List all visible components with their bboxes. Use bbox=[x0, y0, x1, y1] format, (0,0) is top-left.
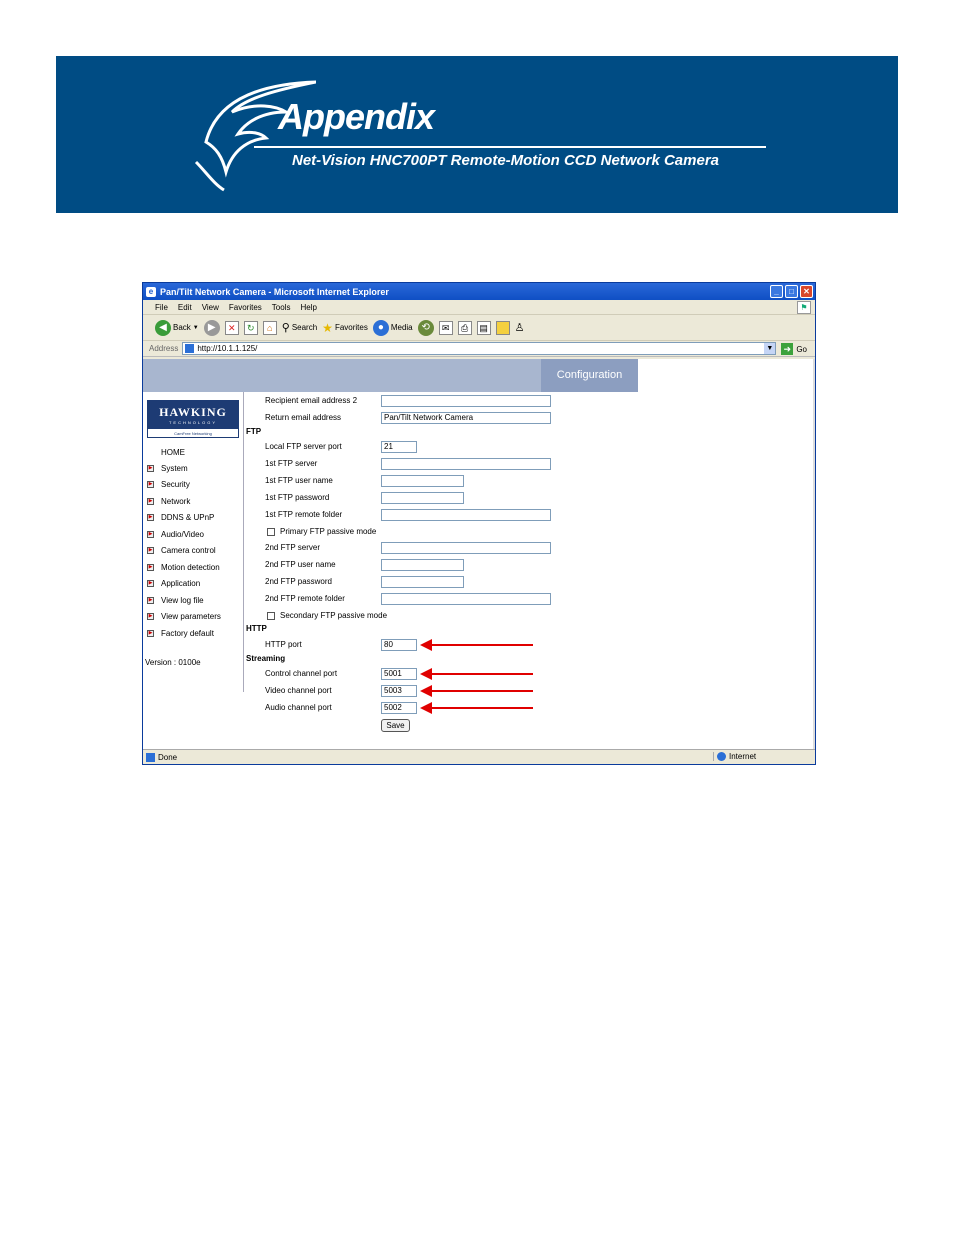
arrow-icon: ▶ bbox=[148, 531, 153, 537]
nav-item-ddns-upnp[interactable] bbox=[147, 513, 214, 522]
menu-bar bbox=[143, 300, 815, 315]
ftp2-pass-input[interactable] bbox=[381, 576, 464, 588]
home-icon[interactable]: ⌂ bbox=[263, 321, 277, 335]
search-button[interactable] bbox=[282, 321, 317, 334]
print-icon[interactable]: ⎙ bbox=[458, 321, 472, 335]
http-port-input[interactable]: 80 bbox=[381, 639, 417, 651]
arrow-icon: ▶ bbox=[148, 514, 153, 520]
ftp2-server-input[interactable] bbox=[381, 542, 551, 554]
control-port-arrow-icon bbox=[420, 668, 535, 680]
ftp1-user-input[interactable] bbox=[381, 475, 464, 487]
arrow-icon: ▶ bbox=[148, 465, 153, 471]
back-label: Back bbox=[173, 323, 191, 332]
ie-icon: e bbox=[146, 287, 156, 297]
address-dropdown-icon[interactable]: ▼ bbox=[764, 343, 775, 354]
ftp1-user-label: 1st FTP user name bbox=[265, 476, 333, 485]
return-email-label: Return email address bbox=[265, 413, 342, 422]
nav-label: Security bbox=[161, 480, 190, 489]
streaming-section-title: Streaming bbox=[246, 654, 286, 663]
address-bar bbox=[143, 341, 815, 357]
audio-port-label: Audio channel port bbox=[265, 703, 332, 712]
checkbox-box[interactable] bbox=[267, 528, 275, 536]
nav-item-application[interactable] bbox=[147, 579, 200, 588]
address-label: Address bbox=[149, 344, 179, 353]
search-icon: ⚲ bbox=[281, 322, 290, 334]
toolbar bbox=[143, 315, 815, 341]
menu-tools[interactable]: Tools bbox=[271, 302, 291, 312]
appendix-banner bbox=[56, 56, 898, 213]
ftp1-server-label: 1st FTP server bbox=[265, 459, 318, 468]
menu-edit[interactable]: Edit bbox=[177, 302, 192, 312]
menu-help[interactable]: Help bbox=[300, 302, 317, 312]
ftp2-folder-input[interactable] bbox=[381, 593, 551, 605]
banner-subtitle: Net-Vision HNC700PT Remote-Motion CCD Network Camera bbox=[292, 152, 720, 169]
arrow-icon: ▶ bbox=[148, 630, 153, 636]
messenger-icon[interactable]: ♙ bbox=[514, 322, 525, 334]
arrow-icon: ▶ bbox=[148, 597, 153, 603]
nav-label: Application bbox=[161, 579, 201, 588]
recipient2-label: Recipient email address 2 bbox=[265, 396, 358, 405]
nav-label: Camera control bbox=[161, 546, 216, 555]
address-field[interactable] bbox=[182, 342, 776, 355]
hawking-logo-sub: TECHNOLOGY bbox=[168, 420, 217, 425]
nav-item-audio-video[interactable] bbox=[147, 530, 204, 539]
ftp2-server-label: 2nd FTP server bbox=[265, 543, 320, 552]
arrow-icon: ▶ bbox=[148, 613, 153, 619]
back-button[interactable] bbox=[155, 320, 199, 336]
menu-file[interactable]: File bbox=[155, 302, 168, 312]
video-port-arrow-icon bbox=[420, 685, 535, 697]
ftp1-folder-label: 1st FTP remote folder bbox=[265, 510, 343, 519]
nav-label: View parameters bbox=[161, 612, 221, 621]
page-icon bbox=[185, 344, 194, 353]
audio-port-arrow-icon bbox=[420, 702, 535, 714]
content-scroll-edge bbox=[813, 359, 815, 749]
hawking-logo-text: HAWKING bbox=[148, 401, 238, 429]
control-port-label: Control channel port bbox=[265, 669, 338, 678]
version-text: Version : 0100e bbox=[145, 658, 201, 667]
media-label: Media bbox=[390, 323, 413, 332]
sidebar bbox=[143, 392, 243, 692]
http-section-title: HTTP bbox=[246, 624, 267, 633]
refresh-icon[interactable]: ↻ bbox=[244, 321, 258, 335]
ftp1-server-input[interactable] bbox=[381, 458, 551, 470]
edit-icon[interactable]: ▤ bbox=[477, 321, 491, 335]
history-icon[interactable]: ⟲ bbox=[418, 320, 434, 336]
favorites-button[interactable] bbox=[322, 321, 368, 335]
ftp2-passive-checkbox[interactable] bbox=[267, 611, 387, 620]
notes-icon[interactable] bbox=[496, 321, 510, 335]
ftp2-pass-label: 2nd FTP password bbox=[265, 577, 332, 586]
ftp1-pass-input[interactable] bbox=[381, 492, 464, 504]
stop-icon[interactable]: ✕ bbox=[225, 321, 239, 335]
nav-item-factory-default[interactable] bbox=[147, 629, 214, 638]
ftp1-passive-checkbox[interactable] bbox=[267, 527, 376, 536]
status-text: Done bbox=[158, 752, 178, 762]
configuration-tab: Configuration bbox=[541, 359, 638, 392]
banner-title: Appendix bbox=[278, 96, 435, 137]
status-bar bbox=[143, 749, 815, 764]
ftp2-folder-label: 2nd FTP remote folder bbox=[265, 594, 345, 603]
hawking-logo[interactable] bbox=[147, 400, 239, 438]
video-port-label: Video channel port bbox=[265, 686, 332, 695]
nav-item-security[interactable] bbox=[147, 480, 190, 489]
http-port-label: HTTP port bbox=[265, 640, 302, 649]
nav-item-network[interactable] bbox=[147, 497, 190, 506]
forward-arrow-icon[interactable]: ▶ bbox=[204, 320, 220, 336]
arrow-icon: ▶ bbox=[148, 564, 153, 570]
arrow-icon: ▶ bbox=[148, 481, 153, 487]
menu-favorites[interactable]: Favorites bbox=[228, 302, 262, 312]
nav-home[interactable]: HOME bbox=[161, 448, 185, 457]
nav-label: DDNS & UPnP bbox=[161, 513, 215, 522]
checkbox-box[interactable] bbox=[267, 612, 275, 620]
ftp1-passive-label: Primary FTP passive mode bbox=[280, 527, 377, 536]
zone-label: Internet bbox=[729, 752, 757, 761]
close-button[interactable]: ✕ bbox=[800, 285, 813, 298]
go-arrow-icon: ➜ bbox=[781, 343, 793, 355]
windows-logo-icon: ⚑ bbox=[797, 301, 811, 314]
go-label: Go bbox=[796, 344, 807, 354]
nav-item-view-parameters[interactable] bbox=[147, 612, 221, 621]
arrow-icon: ▶ bbox=[148, 580, 153, 586]
control-port-input[interactable]: 5001 bbox=[381, 668, 417, 680]
nav-label: Factory default bbox=[161, 629, 214, 638]
nav-label: Network bbox=[161, 497, 191, 506]
menu-view[interactable]: View bbox=[201, 302, 219, 312]
arrow-icon: ▶ bbox=[148, 498, 153, 504]
maximize-button[interactable]: □ bbox=[785, 285, 798, 298]
go-button[interactable] bbox=[781, 343, 807, 355]
nav-label: Motion detection bbox=[161, 563, 220, 572]
page-icon bbox=[146, 753, 155, 762]
minimize-button[interactable]: _ bbox=[770, 285, 783, 298]
sidebar-divider bbox=[243, 392, 244, 692]
ftp1-pass-label: 1st FTP password bbox=[265, 493, 330, 502]
ftp1-folder-input[interactable] bbox=[381, 509, 551, 521]
local-ftp-port-label: Local FTP server port bbox=[265, 442, 342, 451]
nav-label: System bbox=[161, 464, 188, 473]
audio-port-input[interactable]: 5002 bbox=[381, 702, 417, 714]
nav-label: Audio/Video bbox=[161, 530, 204, 539]
http-port-arrow-icon bbox=[420, 639, 535, 651]
back-arrow-icon: ◀ bbox=[155, 320, 171, 336]
window-titlebar[interactable] bbox=[143, 283, 815, 300]
favorites-label: Favorites bbox=[334, 323, 368, 332]
nav-item-system[interactable] bbox=[147, 464, 188, 473]
nav-label: View log file bbox=[161, 596, 204, 605]
search-label: Search bbox=[291, 323, 318, 332]
video-port-input[interactable]: 5003 bbox=[381, 685, 417, 697]
ftp2-passive-label: Secondary FTP passive mode bbox=[280, 611, 388, 620]
address-value: http://10.1.1.125/ bbox=[197, 344, 258, 353]
mail-icon[interactable]: ✉ bbox=[439, 321, 453, 335]
security-zone bbox=[713, 752, 756, 761]
return-email-input[interactable]: Pan/Tilt Network Camera bbox=[381, 412, 551, 424]
nav-item-camera-control[interactable] bbox=[147, 546, 216, 555]
back-dropdown-icon: ▼ bbox=[192, 324, 199, 331]
hawking-logo-tag: CamFree Networking bbox=[174, 431, 212, 436]
arrow-icon: ▶ bbox=[148, 547, 153, 553]
ftp-section-title: FTP bbox=[246, 427, 262, 436]
ftp2-user-label: 2nd FTP user name bbox=[265, 560, 336, 569]
local-ftp-port-input[interactable]: 21 bbox=[381, 441, 417, 453]
globe-icon bbox=[717, 752, 726, 761]
banner-divider bbox=[254, 146, 766, 148]
nav-item-motion-detection[interactable] bbox=[147, 563, 220, 572]
window-title: Pan/Tilt Network Camera - Microsoft Internet Explorer bbox=[160, 286, 389, 297]
nav-item-view-log-file[interactable] bbox=[147, 596, 204, 605]
media-button[interactable] bbox=[373, 320, 413, 336]
ftp2-user-input[interactable] bbox=[381, 559, 464, 571]
save-button[interactable]: Save bbox=[381, 719, 410, 732]
recipient2-input[interactable] bbox=[381, 395, 551, 407]
media-icon: ● bbox=[373, 320, 389, 336]
star-icon: ★ bbox=[322, 320, 333, 335]
